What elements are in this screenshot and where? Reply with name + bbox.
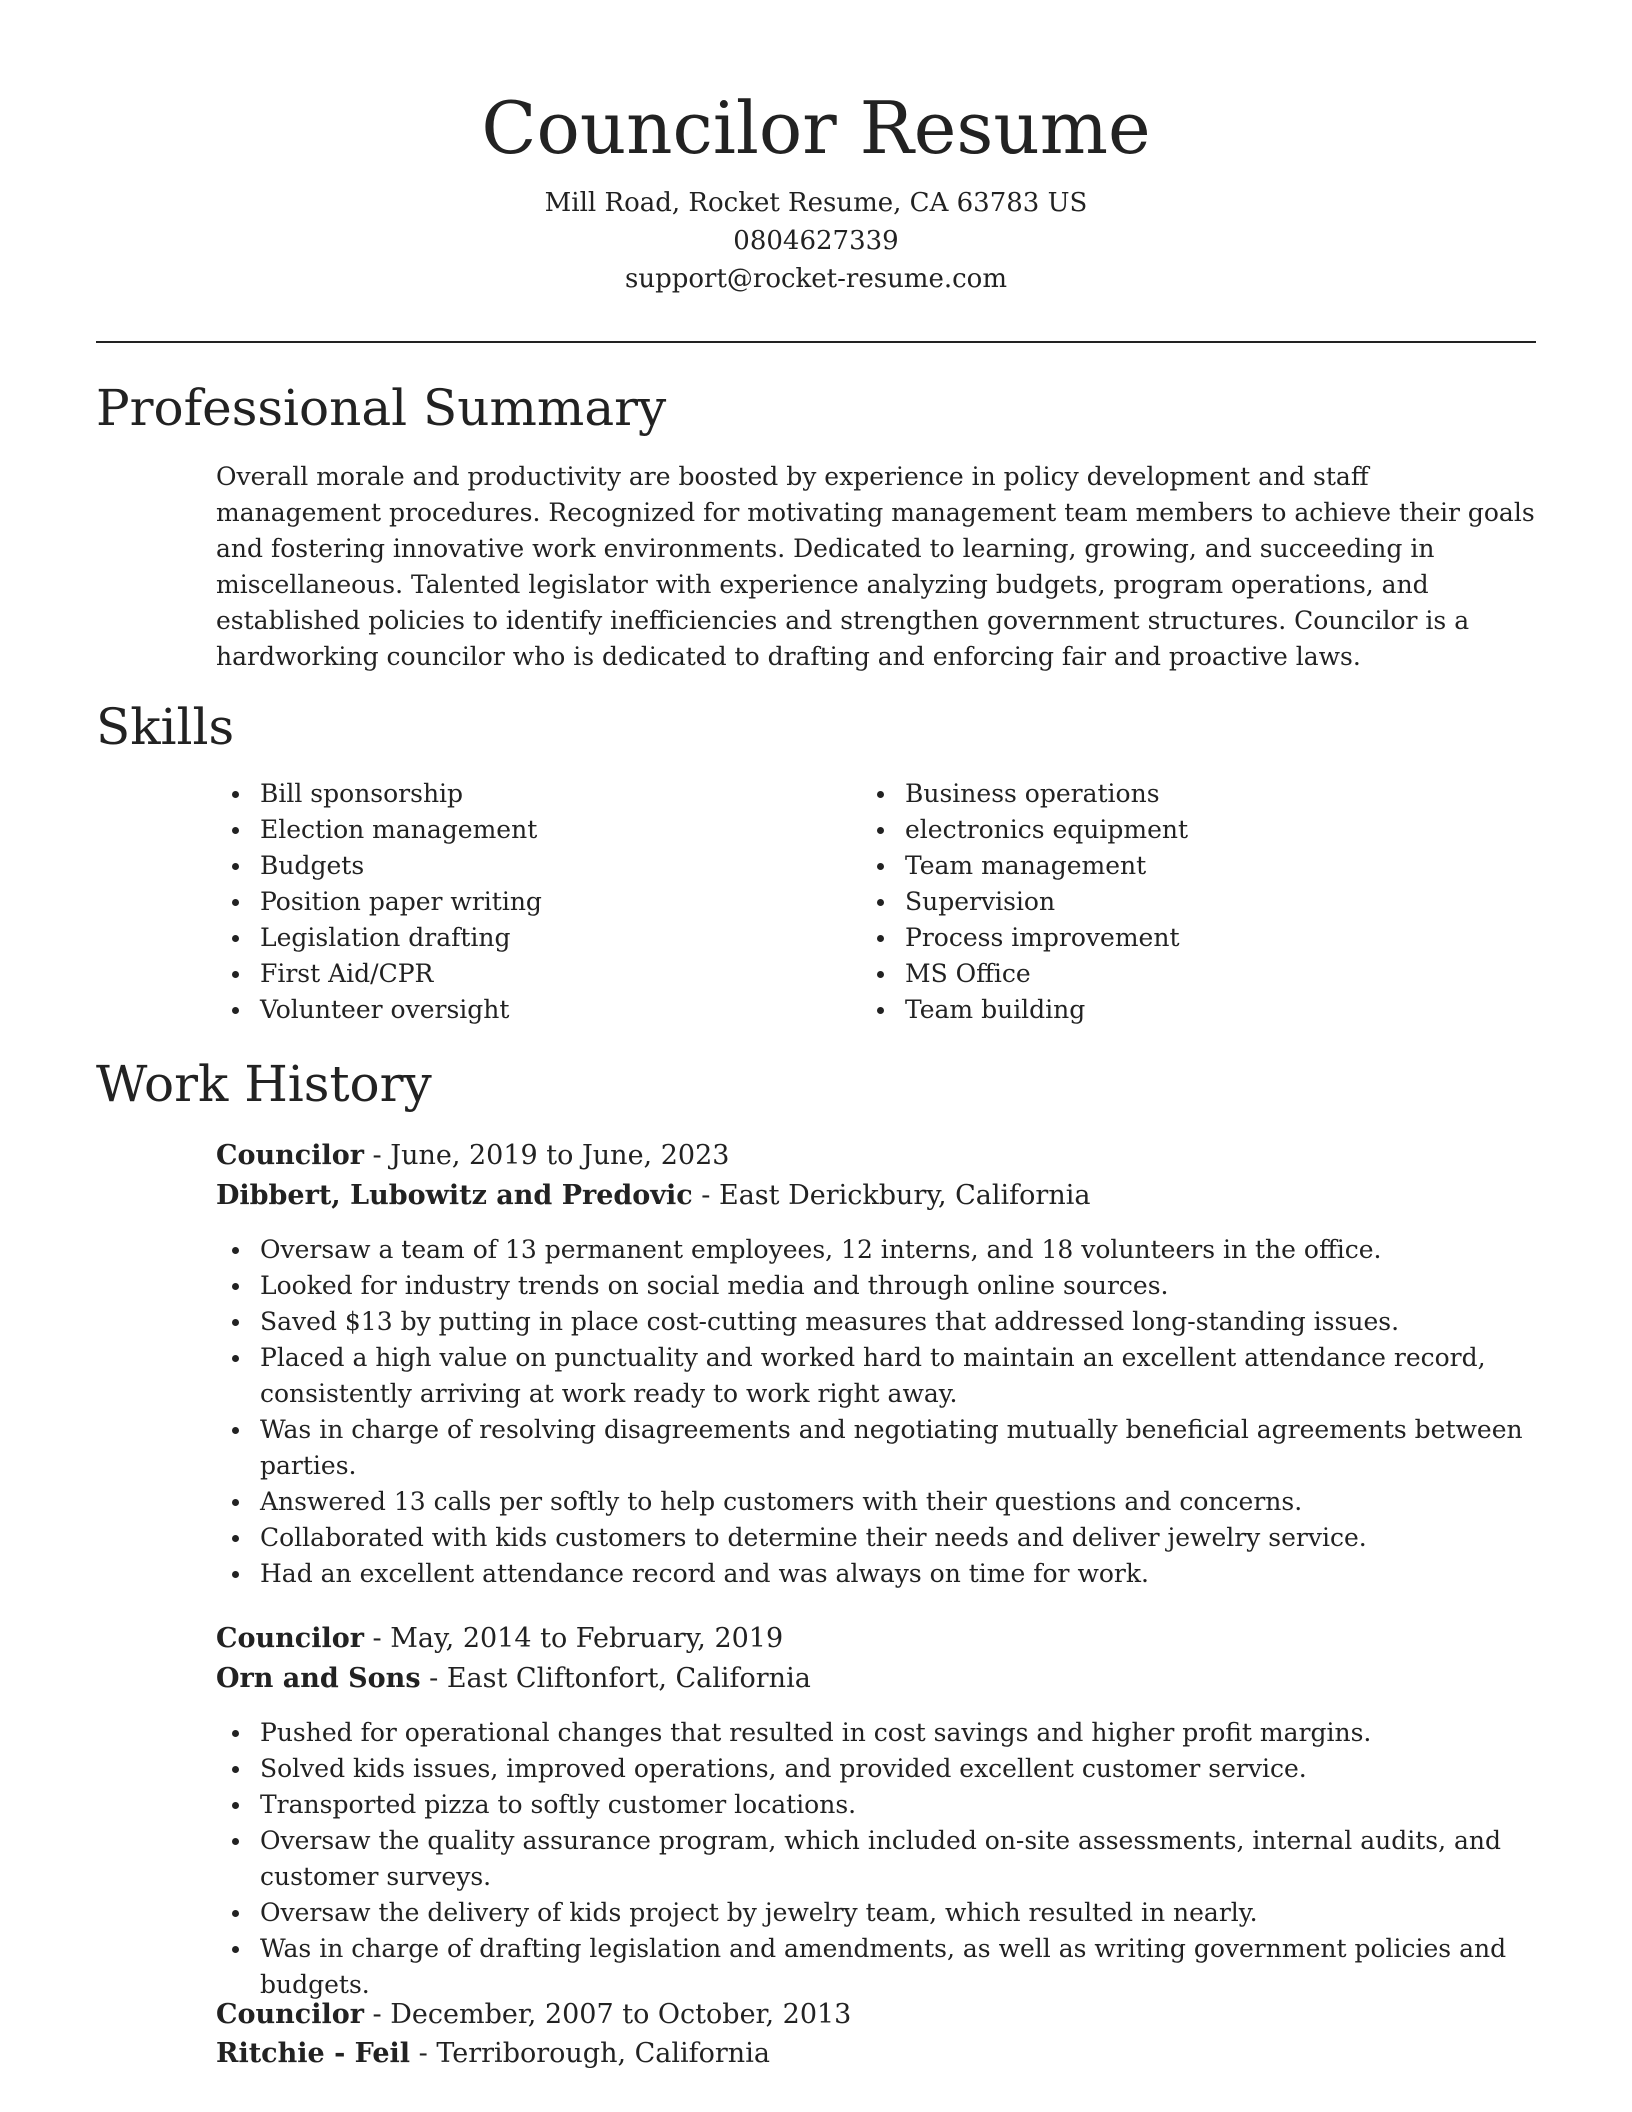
job-bullets xyxy=(216,1715,1546,2003)
job-bullet: Transported pizza to softly customer locations. xyxy=(216,1787,1546,1823)
work-history-heading: Work History xyxy=(96,1055,432,1113)
resume-title: Councilor Resume xyxy=(481,86,1151,170)
job-bullet: Placed a high value on punctuality and worked hard to maintain an excellent attendance record, consistently arriving at work ready to work right away. xyxy=(216,1340,1546,1412)
job-dates: - May, 2014 to February, 2019 xyxy=(363,1623,784,1654)
contact-email: support@rocket-resume.com xyxy=(624,264,1007,294)
job-bullet: Oversaw the quality assurance program, which included on-site assessments, internal audits, and customer surveys. xyxy=(216,1823,1546,1895)
job-title: Councilor xyxy=(216,1999,364,2030)
job-location: - East Cliftonfort, California xyxy=(420,1663,811,1694)
job-location: - East Derickbury, California xyxy=(692,1180,1091,1211)
job-bullet: Oversaw a team of 13 permanent employees, 12 interns, and 18 volunteers in the office. xyxy=(216,1232,1546,1268)
job-title-line xyxy=(216,1619,783,1659)
job-bullets xyxy=(216,1232,1546,1592)
job-bullet: Oversaw the delivery of kids project by jewelry team, which resulted in nearly. xyxy=(216,1895,1546,1931)
job-dates: - June, 2019 to June, 2023 xyxy=(363,1140,730,1171)
skill-item: electronics equipment xyxy=(861,812,1501,848)
job-company-line xyxy=(216,1659,811,1699)
summary-text: Overall morale and productivity are boosted by experience in policy development and staff management procedures. Recognized for motivating management team members to achieve their goals and fostering innovative work environments. Dedicated to learning, growing, and succeeding in miscellaneous. Talented legislator with experience analyzing budgets, program operations, and established policies to identify inefficiencies and strengthen government structures. Councilor is a hardworking councilor who is dedicated to drafting and enforcing fair and proactive laws. xyxy=(216,462,1535,671)
skill-item: Business operations xyxy=(861,776,1501,812)
header-divider xyxy=(96,341,1536,343)
summary-heading: Professional Summary xyxy=(96,379,667,437)
job-bullet: Was in charge of resolving disagreements and negotiating mutually beneficial agreements between parties. xyxy=(216,1412,1546,1484)
skill-item: Process improvement xyxy=(861,920,1501,956)
job-title: Councilor xyxy=(216,1140,364,1171)
job-bullet: Looked for industry trends on social media and through online sources. xyxy=(216,1268,1546,1304)
skill-item: Team building xyxy=(861,992,1501,1028)
job-dates: - December, 2007 to October, 2013 xyxy=(363,1999,852,2030)
resume-header xyxy=(0,80,1632,298)
job-company: Ritchie - Feil xyxy=(216,2038,411,2069)
contact-block xyxy=(0,184,1632,298)
skill-item: Position paper writing xyxy=(216,884,856,920)
job-bullet: Pushed for operational changes that resulted in cost savings and higher profit margins. xyxy=(216,1715,1546,1751)
job-company: Orn and Sons xyxy=(216,1663,421,1694)
skill-item: Supervision xyxy=(861,884,1501,920)
skill-item: Bill sponsorship xyxy=(216,776,856,812)
contact-address: Mill Road, Rocket Resume, CA 63783 US xyxy=(544,188,1088,218)
job-title-line xyxy=(216,1136,729,1176)
job-bullet: Had an excellent attendance record and was always on time for work. xyxy=(216,1556,1546,1592)
skill-item: MS Office xyxy=(861,956,1501,992)
job-title-line xyxy=(216,1995,851,2035)
skills-list-right xyxy=(861,776,1501,1028)
skills-heading: Skills xyxy=(96,698,235,756)
job-company-line xyxy=(216,2034,770,2074)
skill-item: Team management xyxy=(861,848,1501,884)
job-bullet: Was in charge of drafting legislation and amendments, as well as writing government policies and budgets. xyxy=(216,1931,1546,2003)
job-title: Councilor xyxy=(216,1623,364,1654)
job-bullet: Solved kids issues, improved operations, and provided excellent customer service. xyxy=(216,1751,1546,1787)
skill-item: First Aid/CPR xyxy=(216,956,856,992)
job-bullet: Saved $13 by putting in place cost-cutting measures that addressed long-standing issues. xyxy=(216,1304,1546,1340)
job-bullet: Answered 13 calls per softly to help customers with their questions and concerns. xyxy=(216,1484,1546,1520)
job-company-line xyxy=(216,1176,1090,1216)
contact-phone: 0804627339 xyxy=(733,226,899,256)
job-location: - Terriborough, California xyxy=(410,2038,770,2069)
skill-item: Election management xyxy=(216,812,856,848)
job-bullet: Collaborated with kids customers to determine their needs and deliver jewelry service. xyxy=(216,1520,1546,1556)
skills-list-left xyxy=(216,776,856,1028)
skill-item: Budgets xyxy=(216,848,856,884)
job-company: Dibbert, Lubowitz and Predovic xyxy=(216,1180,693,1211)
skill-item: Legislation drafting xyxy=(216,920,856,956)
skill-item: Volunteer oversight xyxy=(216,992,856,1028)
